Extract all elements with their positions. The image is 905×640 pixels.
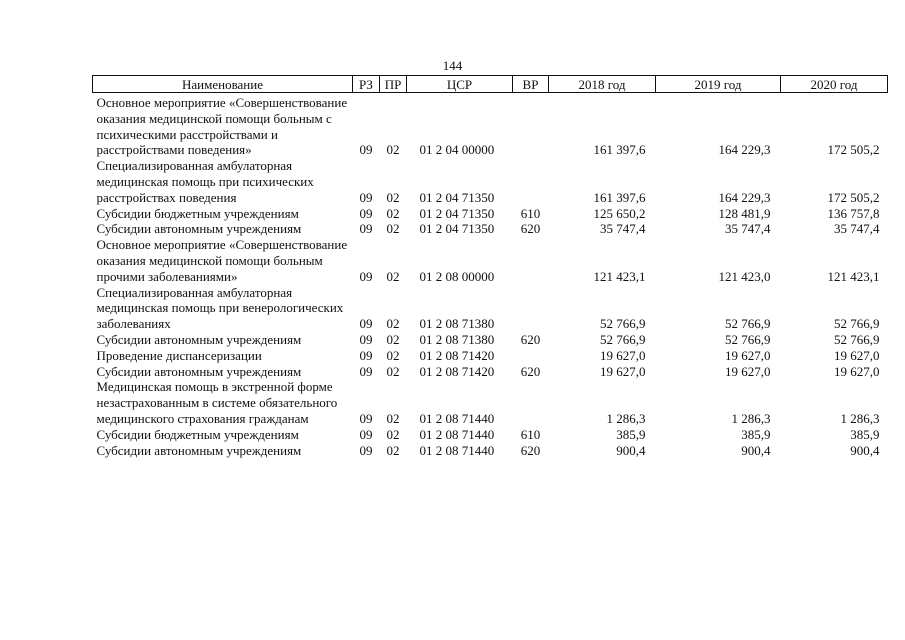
table-row [93, 443, 888, 459]
row-name: Субсидии автономным учреждениям [96, 363, 302, 379]
row-vr: 610 [520, 426, 541, 442]
row-vr [513, 237, 549, 284]
row-2019: 19 627,0 [725, 363, 771, 379]
row-rz: 09 [359, 331, 373, 347]
row-rz: 09 [359, 316, 373, 332]
table-body [93, 93, 888, 459]
table-row [93, 348, 888, 364]
row-rz: 09 [359, 442, 373, 458]
row-name: Специализированная амбулаторная медицинская помощь при психических расстройствах поведения [96, 158, 314, 205]
row-2019: 52 766,9 [725, 331, 771, 347]
table-row [93, 427, 888, 443]
row-name: Медицинская помощь в экстренной форме незастрахованным в системе обязательного медицинского страхования гражданам [96, 379, 338, 426]
row-csr: 01 2 04 71350 [419, 221, 495, 237]
row-name: Основное мероприятие «Совершенствование оказания медицинской помощи больным с психическими расстройствами и расстройствами поведения» [96, 95, 348, 158]
row-vr: 620 [520, 363, 541, 379]
row-2018: 900,4 [616, 442, 646, 458]
row-2019: 164 229,3 [718, 142, 771, 158]
row-csr: 01 2 04 71350 [419, 205, 495, 221]
row-pr: 02 [386, 142, 400, 158]
row-2019: 52 766,9 [725, 316, 771, 332]
row-2020: 19 627,0 [834, 363, 880, 379]
budget-table [92, 75, 888, 458]
row-rz: 09 [359, 347, 373, 363]
table-row [93, 93, 888, 159]
header-vr: ВР [513, 76, 549, 93]
row-2018: 52 766,9 [600, 316, 646, 332]
row-csr: 01 2 08 71380 [419, 316, 495, 332]
row-2018: 161 397,6 [593, 142, 646, 158]
row-pr: 02 [386, 189, 400, 205]
row-2020: 52 766,9 [834, 316, 880, 332]
row-rz: 09 [359, 268, 373, 284]
row-2020: 1 286,3 [840, 410, 880, 426]
row-vr: 620 [520, 331, 541, 347]
row-pr: 02 [386, 426, 400, 442]
row-2020: 385,9 [850, 426, 880, 442]
row-2020: 35 747,4 [834, 221, 880, 237]
row-2020: 900,4 [850, 442, 880, 458]
row-rz: 09 [359, 221, 373, 237]
row-2020: 19 627,0 [834, 347, 880, 363]
header-2018: 2018 год [549, 76, 656, 93]
row-name: Проведение диспансеризации [96, 347, 262, 363]
row-pr: 02 [386, 410, 400, 426]
row-vr [513, 158, 549, 205]
row-2020: 52 766,9 [834, 331, 880, 347]
row-vr: 610 [520, 205, 541, 221]
page-number: 144 [442, 58, 463, 73]
row-2019: 19 627,0 [725, 347, 771, 363]
row-name: Субсидии автономным учреждениям [96, 442, 302, 458]
table-row [93, 379, 888, 426]
row-name: Специализированная амбулаторная медицинская помощь при венерологических заболеваниях [96, 284, 344, 332]
row-csr: 01 2 08 71420 [419, 363, 495, 379]
row-rz: 09 [359, 426, 373, 442]
row-2019: 128 481,9 [718, 205, 771, 221]
row-vr [513, 379, 549, 426]
row-name: Субсидии бюджетным учреждениям [96, 426, 299, 442]
row-2019: 900,4 [741, 442, 771, 458]
row-pr: 02 [386, 205, 400, 221]
row-2019: 1 286,3 [731, 410, 771, 426]
row-csr: 01 2 04 00000 [419, 142, 495, 158]
row-csr: 01 2 04 71350 [419, 189, 495, 205]
row-2018: 161 397,6 [593, 189, 646, 205]
header-csr: ЦСР [407, 76, 513, 93]
table-row [93, 158, 888, 205]
row-rz: 09 [359, 410, 373, 426]
row-csr: 01 2 08 71440 [419, 426, 495, 442]
row-2019: 385,9 [741, 426, 771, 442]
row-pr: 02 [386, 331, 400, 347]
row-2019: 164 229,3 [718, 189, 771, 205]
row-vr: 620 [520, 221, 541, 237]
row-2020: 172 505,2 [827, 142, 880, 158]
table-row [93, 237, 888, 284]
row-csr: 01 2 08 00000 [419, 268, 495, 284]
row-2020: 172 505,2 [827, 189, 880, 205]
row-2018: 52 766,9 [600, 331, 646, 347]
row-rz: 09 [359, 363, 373, 379]
row-2020: 136 757,8 [827, 205, 880, 221]
row-2018: 19 627,0 [600, 363, 646, 379]
row-rz: 09 [359, 205, 373, 221]
header-2020: 2020 год [781, 76, 888, 93]
row-pr: 02 [386, 268, 400, 284]
row-2018: 385,9 [616, 426, 646, 442]
header-rz: РЗ [353, 76, 380, 93]
row-2019: 35 747,4 [725, 221, 771, 237]
row-2018: 1 286,3 [606, 410, 646, 426]
row-pr: 02 [386, 363, 400, 379]
row-name: Субсидии автономным учреждениям [96, 331, 302, 347]
header-pr: ПР [380, 76, 407, 93]
row-vr: 620 [520, 442, 541, 458]
row-csr: 01 2 08 71440 [419, 410, 495, 426]
table-row [93, 221, 888, 237]
row-pr: 02 [386, 221, 400, 237]
row-vr [513, 348, 549, 364]
table-row [93, 206, 888, 222]
row-csr: 01 2 08 71440 [419, 442, 495, 458]
row-vr [513, 285, 549, 332]
row-rz: 09 [359, 142, 373, 158]
row-2018: 19 627,0 [600, 347, 646, 363]
row-csr: 01 2 08 71380 [419, 331, 495, 347]
row-pr: 02 [386, 442, 400, 458]
row-2018: 125 650,2 [593, 205, 646, 221]
row-vr [513, 93, 549, 159]
header-name: Наименование [93, 76, 353, 93]
table-row [93, 285, 888, 332]
header-2019: 2019 год [656, 76, 781, 93]
row-name: Основное мероприятие «Совершенствование оказания медицинской помощи больным прочими заболеваниями» [96, 237, 348, 284]
row-2018: 35 747,4 [600, 221, 646, 237]
row-rz: 09 [359, 189, 373, 205]
table-header [93, 76, 888, 93]
table-row [93, 364, 888, 380]
row-2020: 121 423,1 [827, 268, 880, 284]
row-csr: 01 2 08 71420 [419, 347, 495, 363]
row-pr: 02 [386, 347, 400, 363]
row-name: Субсидии бюджетным учреждениям [96, 205, 299, 221]
row-pr: 02 [386, 316, 400, 332]
row-2019: 121 423,0 [718, 268, 771, 284]
table-row [93, 332, 888, 348]
row-2018: 121 423,1 [593, 268, 646, 284]
row-name: Субсидии автономным учреждениям [96, 221, 302, 237]
